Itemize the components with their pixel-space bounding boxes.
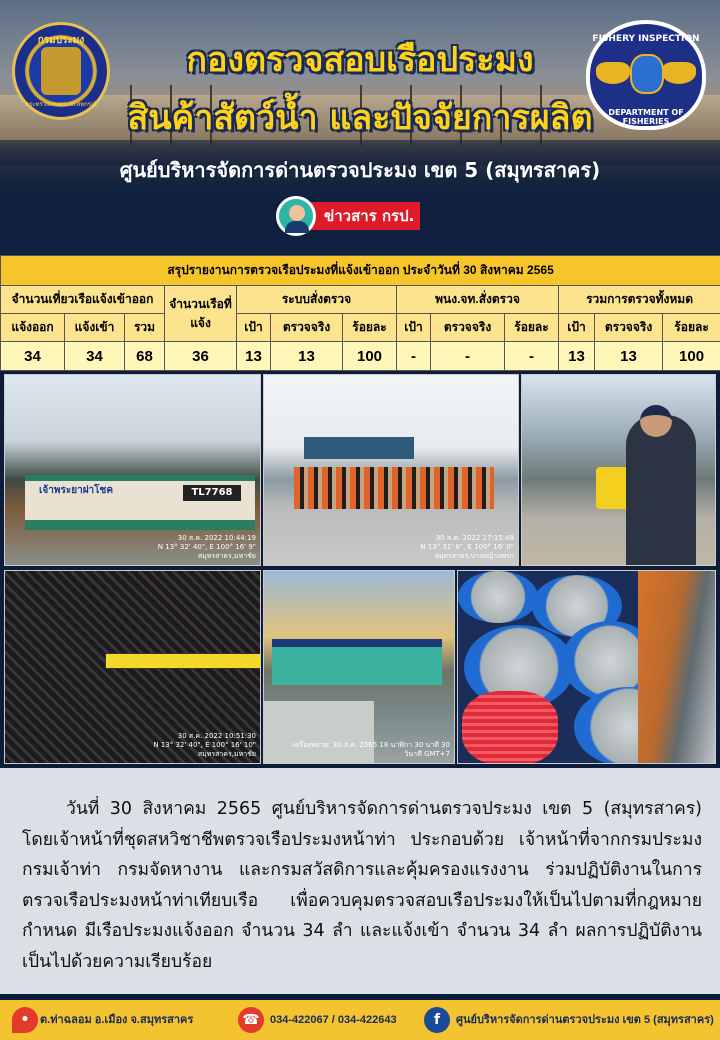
- phone-icon[interactable]: ☎: [238, 1007, 264, 1033]
- header-banner: [0, 0, 720, 255]
- facebook-icon[interactable]: f: [424, 1007, 450, 1033]
- photo-grid: [0, 372, 720, 768]
- ruler-icon: [105, 653, 261, 669]
- subheader-in: แจ้งเข้า: [65, 314, 125, 342]
- subheader-officer-target: เป้า: [397, 314, 431, 342]
- subheader-officer-percent: ร้อยละ: [505, 314, 559, 342]
- inspection-summary-table: [0, 255, 720, 371]
- table-row: [1, 342, 720, 371]
- footer-address: ต.ท่าฉลอม อ.เมือง จ.สมุทรสาคร: [40, 1014, 194, 1026]
- footer-phone[interactable]: 034-422067 / 034-422643: [270, 1014, 397, 1026]
- value-system-percent: 100: [343, 342, 397, 371]
- photo-timestamp: เครื่องหมาย: 30 ส.ค. 2565 18 นาฬิกา 30 นาที 30 วินาที GMT+7: [292, 741, 450, 758]
- subheader-officer-actual: ตรวจจริง: [431, 314, 505, 342]
- photo-fishing-boat: [4, 374, 261, 566]
- photo-timestamp: 30 ส.ค. 2022 10:44:19 N 13° 32' 40", E 100° 16' 9" สมุทรสาคร,มหาชัย: [157, 534, 256, 560]
- subheader-total-target: เป้า: [559, 314, 595, 342]
- header-trips: จำนวนเที่ยวเรือแจ้งเข้าออก: [1, 286, 165, 314]
- header-total: รวมการตรวจทั้งหมด: [559, 286, 720, 314]
- photo-fishing-net: [4, 570, 261, 764]
- officer-avatar-icon: [276, 196, 316, 236]
- news-paragraph: วันที่ 30 สิงหาคม 2565 ศูนย์บริหารจัดการด่านตรวจประมง เขต 5 (สมุทรสาคร) โดยเจ้าหน้าที่ชุดสหวิชาชีพตรวจเรือประมงหน้าท่า ประกอบด้วย เจ้าหน้าที่จากกรมประมง กรมเจ้าท่า กรมจัดหางาน และกรมสวัสดิการและคุ้มครองแรงงาน ร่วมปฏิบัติงานในการตรวจเรือประมงหน้าท่าเทียบเรือ เพื่อควบคุมตรวจสอบเรือประมงให้เป็นไปตามที่กฎหมายกำหนด มีเรือประมงแจ้งออก จำนวน 34 ลำ และแจ้งเข้า จำนวน 34 ลำ ผลการปฏิบัติงานเป็นไปด้วยความเรียบร้อย: [22, 799, 702, 972]
- location-pin-icon: •: [12, 1007, 38, 1033]
- header-officer: พนง.จท.สั่งตรวจ: [397, 286, 559, 314]
- red-basket: [462, 691, 558, 764]
- subheader-sum: รวม: [125, 314, 165, 342]
- subheader-system-percent: ร้อยละ: [343, 314, 397, 342]
- photo-timestamp: 30 ส.ค. 2022 17:15:49 N 13° 31' 8", E 100° 16' 0" สมุทรสาคร,บางหญ้าแพรก: [420, 534, 514, 560]
- subheader-system-actual: ตรวจจริง: [271, 314, 343, 342]
- boat-name-text: เจ้าพระยาฝาโชค: [39, 485, 114, 496]
- logo-left-top-text: กรมประมง: [37, 35, 85, 46]
- boat-plate-text: TL7768: [183, 485, 241, 501]
- value-system-target: 13: [237, 342, 271, 371]
- photo-fish-buckets: [457, 570, 716, 764]
- page-title-line1: กองตรวจสอบเรือประมง: [186, 40, 534, 80]
- value-system-actual: 13: [271, 342, 343, 371]
- value-boats: 36: [165, 342, 237, 371]
- value-total-actual: 13: [595, 342, 663, 371]
- news-body: [0, 768, 720, 994]
- photo-group-crew: [263, 374, 519, 566]
- subheader-total-actual: ตรวจจริง: [595, 314, 663, 342]
- subheader-total-percent: ร้อยละ: [663, 314, 720, 342]
- value-total-target: 13: [559, 342, 595, 371]
- subheader-system-target: เป้า: [237, 314, 271, 342]
- photo-officer-inspecting: [521, 374, 716, 566]
- wing-right-icon: [662, 62, 696, 84]
- photo-boat-dock: [263, 570, 455, 764]
- value-out: 34: [1, 342, 65, 371]
- value-officer-percent: -: [505, 342, 559, 371]
- value-officer-target: -: [397, 342, 431, 371]
- logo-right-top-text: FISHERY INSPECTION: [592, 34, 700, 44]
- footer-facebook[interactable]: ศูนย์บริหารจัดการด่านตรวจประมง เขต 5 (สมุทรสาคร): [456, 1014, 714, 1026]
- value-officer-actual: -: [431, 342, 505, 371]
- logo-left-bottom-text: กระทรวงเกษตรและสหกรณ์: [25, 101, 97, 108]
- center-name-subtitle: ศูนย์บริหารจัดการด่านตรวจประมง เขต 5 (สมุทรสาคร): [119, 158, 601, 182]
- page-title-line2: สินค้าสัตว์น้ำ และปัจจัยการผลิต: [127, 98, 593, 138]
- header-boats: จำนวนเรือที่แจ้ง: [165, 286, 237, 342]
- footer-bar: [0, 1000, 720, 1040]
- value-in: 34: [65, 342, 125, 371]
- fishery-inspection-logo: [586, 20, 706, 130]
- news-badge-label: ข่าวสาร กรป.: [310, 202, 420, 230]
- logo-right-bottom-text: DEPARTMENT OF FISHERIES: [608, 108, 684, 126]
- value-sum: 68: [125, 342, 165, 371]
- shield-icon: [630, 54, 664, 94]
- table-caption: สรุปรายงานการตรวจเรือประมงที่แจ้งเข้าออก ประจำวันที่ 30 สิงหาคม 2565: [1, 256, 720, 286]
- subheader-out: แจ้งออก: [1, 314, 65, 342]
- value-total-percent: 100: [663, 342, 720, 371]
- wing-left-icon: [596, 62, 630, 84]
- header-system: ระบบสั่งตรวจ: [237, 286, 397, 314]
- photo-timestamp: 30 ส.ค. 2022 10:51:30 N 13° 32' 40", E 100° 16' 10" สมุทรสาคร,มหาชัย: [153, 732, 256, 758]
